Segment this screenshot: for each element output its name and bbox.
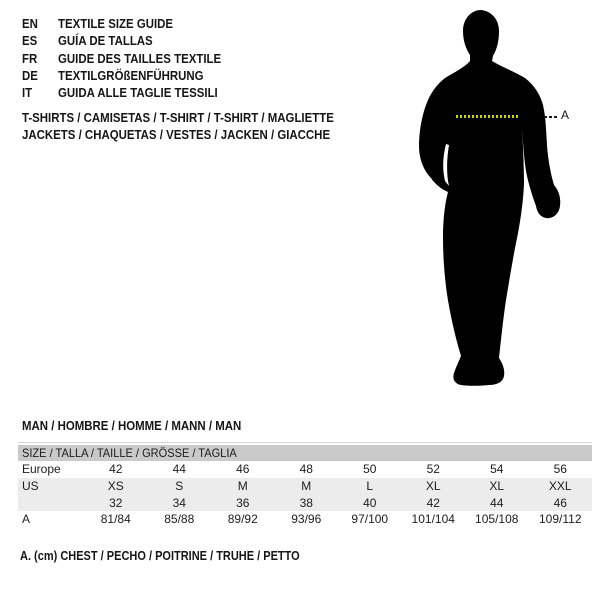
table-cell: 44	[172, 462, 186, 476]
language-label: GUIDA ALLE TAGLIE TESSILI	[58, 85, 218, 101]
table-cell: 105/108	[475, 512, 519, 526]
table-row-europe	[18, 461, 592, 478]
language-code: IT	[22, 85, 33, 101]
us-size: S	[175, 479, 184, 493]
table-cell	[211, 478, 275, 511]
table-cell: 97/100	[351, 512, 389, 526]
us-size-num: 40	[363, 495, 377, 510]
table-cell	[338, 478, 402, 511]
us-size: XS	[107, 479, 124, 493]
row-label: A	[22, 512, 31, 526]
us-size: XL	[425, 479, 441, 493]
garment-type-list	[22, 109, 376, 143]
garment-type-line: T-SHIRTS / CAMISETAS / T-SHIRT / T-SHIRT / MAGLIETTE	[22, 110, 334, 125]
us-size-num: 46	[553, 495, 567, 510]
language-row	[22, 67, 243, 84]
table-cell	[84, 478, 148, 511]
table-cell: 48	[299, 462, 313, 476]
table-cell: 109/112	[539, 512, 582, 526]
table-cell: 81/84	[100, 512, 131, 526]
us-size: XL	[489, 479, 505, 493]
language-row	[22, 84, 243, 101]
language-code: EN	[22, 16, 38, 31]
us-size: XXL	[548, 479, 572, 493]
table-cell: 56	[553, 462, 567, 476]
chest-measure-line	[456, 115, 518, 118]
us-size-num: 36	[236, 495, 250, 510]
table-cell	[465, 478, 529, 511]
table-row-us	[18, 478, 592, 511]
measure-callout-dashes	[544, 116, 559, 118]
us-size-num: 32	[109, 495, 123, 510]
table-cell: 46	[236, 462, 250, 476]
row-label: US	[22, 479, 39, 493]
table-row-a	[18, 511, 592, 528]
size-table	[18, 442, 592, 528]
table-header-label: SIZE / TALLA / TAILLE / GRÖSSE / TAGLIA	[22, 446, 237, 460]
table-cell	[275, 478, 339, 511]
table-cell: 93/96	[291, 512, 322, 526]
footer-note: A. (cm) CHEST / PECHO / POITRINE / TRUHE / PETTO	[20, 549, 300, 563]
table-cell: 50	[363, 462, 377, 476]
table-header	[18, 445, 592, 461]
table-cell: 89/92	[227, 512, 258, 526]
us-size-num: 44	[490, 495, 504, 510]
language-code: DE	[22, 67, 38, 83]
table-cell: 85/88	[164, 512, 195, 526]
man-silhouette	[415, 8, 565, 393]
table-top-rule	[18, 442, 592, 443]
table-cell: 54	[490, 462, 504, 476]
table-cell	[529, 478, 593, 511]
language-label: TEXTILE SIZE GUIDE	[58, 16, 174, 31]
row-label: Europe	[22, 462, 61, 476]
language-code: ES	[22, 33, 38, 49]
table-cell: 42	[109, 462, 123, 476]
table-cell	[402, 478, 466, 511]
language-list	[22, 15, 243, 101]
us-size: L	[366, 479, 374, 493]
table-cell: 52	[426, 462, 440, 476]
table-cell	[148, 478, 212, 511]
language-row	[22, 15, 243, 32]
section-title: MAN / HOMBRE / HOMME / MANN / MAN	[22, 418, 242, 433]
us-size: M	[301, 479, 312, 493]
language-label: GUÍA DE TALLAS	[58, 33, 153, 49]
man-silhouette-svg	[415, 8, 565, 393]
table-cell: 101/104	[411, 512, 455, 526]
us-size-num: 42	[426, 495, 440, 510]
language-label: TEXTILGRÖßENFÜHRUNG	[58, 67, 204, 83]
measure-label-a: A	[561, 108, 570, 122]
language-code: FR	[22, 50, 38, 66]
garment-type-line: JACKETS / CHAQUETAS / VESTES / JACKEN / GIACCHE	[22, 127, 331, 142]
us-size-num: 34	[172, 495, 186, 510]
us-size: M	[237, 479, 248, 493]
language-row	[22, 32, 243, 49]
language-row	[22, 50, 243, 67]
us-size-num: 38	[299, 495, 313, 510]
language-label: GUIDE DES TAILLES TEXTILE	[58, 50, 222, 66]
